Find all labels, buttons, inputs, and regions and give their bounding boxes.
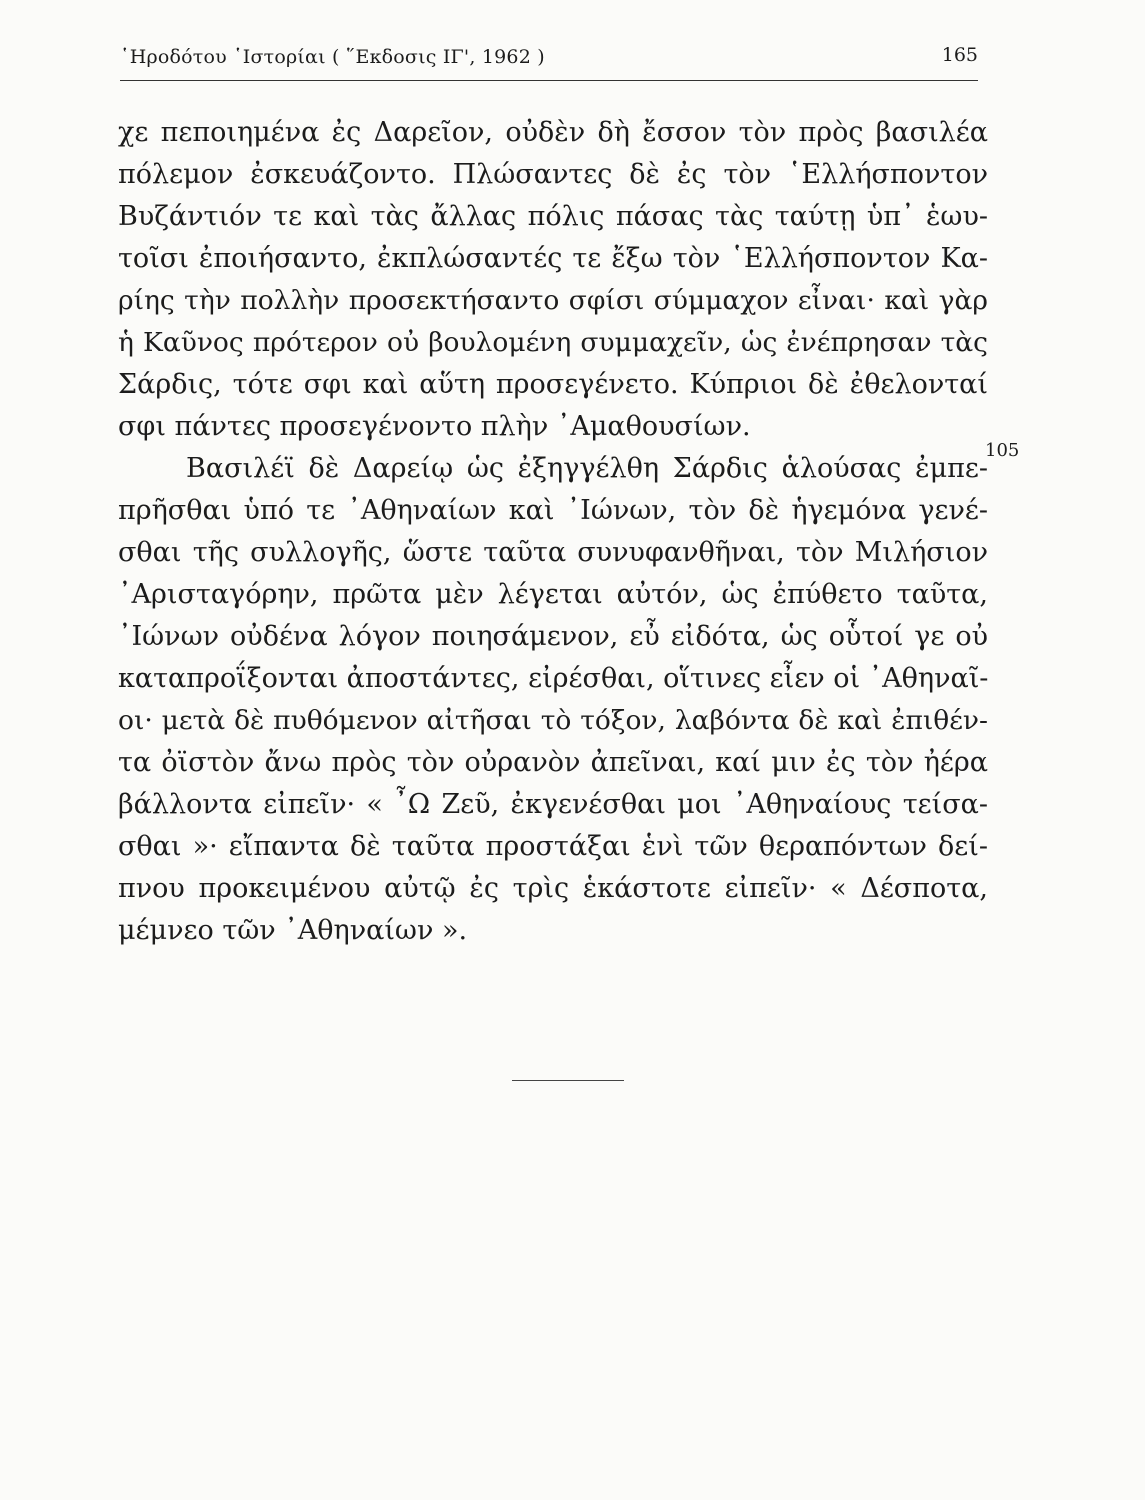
- text-line: πόλεμον ἐσκευάζοντο. Πλώσαντες δὲ ἐς τὸν ῾Ελλήσποντον: [118, 159, 988, 190]
- text-line: βάλλοντα εἰπεῖν· « ῏Ω Ζεῦ, ἐκγενέσθαι μοι ᾿Αθηναίους τείσα-: [118, 789, 988, 820]
- section-end-rule: [512, 1080, 624, 1081]
- text-line: ἡ Καῦνος πρότερον οὐ βουλομένη συμμαχεῖν, ὡς ἐνέπρησαν τὰς: [118, 327, 988, 358]
- page-number: 165: [941, 44, 978, 66]
- text-line: ρίης τὴν πολλὴν προσεκτήσαντο σφίσι σύμμαχον εἶναι· καὶ γὰρ: [118, 285, 988, 316]
- text-line: σθαι »· εἴπαντα δὲ ταῦτα προστάξαι ἑνὶ τῶν θεραπόντων δεί-: [118, 831, 988, 862]
- text-line: Βυζάντιόν τε καὶ τὰς ἄλλας πόλις πάσας τὰς ταύτῃ ὑπ᾽ ἑωυ-: [118, 201, 988, 232]
- running-title: ῾Ηροδότου ῾Ιστορίαι ( ῞Εκδοσις ΙΓ', 1962 ): [120, 46, 545, 68]
- text-line: ᾿Αρισταγόρην, πρῶτα μὲν λέγεται αὐτόν, ὡς ἐπύθετο ταῦτα,: [118, 579, 988, 610]
- text-line: χε πεποιημένα ἐς Δαρεῖον, οὐδὲν δὴ ἔσσον τὸν πρὸς βασιλέα: [118, 117, 988, 148]
- text-line: τοῖσι ἐποιήσαντο, ἐκπλώσαντές τε ἔξω τὸν ῾Ελλήσποντον Κα-: [118, 243, 988, 274]
- text-line: σθαι τῆς συλλογῆς, ὥστε ταῦτα συνυφανθῆναι, τὸν Μιλήσιον: [118, 537, 988, 568]
- running-header: [120, 42, 980, 76]
- text-line: οι· μετὰ δὲ πυθόμενον αἰτῆσαι τὸ τόξον, λαβόντα δὲ καὶ ἐπιθέν-: [118, 705, 988, 736]
- text-line: καταπροΐξονται ἀποστάντες, εἰρέσθαι, οἵτινες εἶεν οἱ ᾿Αθηναῖ-: [118, 663, 989, 694]
- chapter-margin-number: 105: [985, 440, 1020, 461]
- text-line: ᾿Ιώνων οὐδένα λόγον ποιησάμενον, εὖ εἰδότα, ὡς οὗτοί γε οὐ: [118, 621, 988, 652]
- text-line: Σάρδις, τότε σφι καὶ αὕτη προσεγένετο. Κύπριοι δὲ ἐθελονταί: [118, 369, 988, 400]
- paragraph-end-line: σφι πάντες προσεγένοντο πλὴν ᾿Αμαθουσίων.: [118, 411, 751, 442]
- text-line: πνου προκειμένου αὐτῷ ἐς τρὶς ἑκάστοτε εἰπεῖν· « Δέσποτα,: [118, 873, 988, 904]
- header-rule: [120, 80, 978, 81]
- body-text: [118, 112, 988, 952]
- text-line: πρῆσθαι ὑπό τε ᾿Αθηναίων καὶ ᾿Ιώνων, τὸν δὲ ἡγεμόνα γενέ-: [118, 495, 988, 526]
- paragraph-first-line: Βασιλέϊ δὲ Δαρείῳ ὡς ἐξηγγέλθη Σάρδις ἁλούσας ἐμπε-: [186, 453, 988, 484]
- text-line: τα ὀϊστὸν ἄνω πρὸς τὸν οὐρανὸν ἀπεῖναι, καί μιν ἐς τὸν ἠέρα: [118, 747, 988, 778]
- paragraph-end-line: μέμνεο τῶν ᾿Αθηναίων ».: [118, 915, 468, 946]
